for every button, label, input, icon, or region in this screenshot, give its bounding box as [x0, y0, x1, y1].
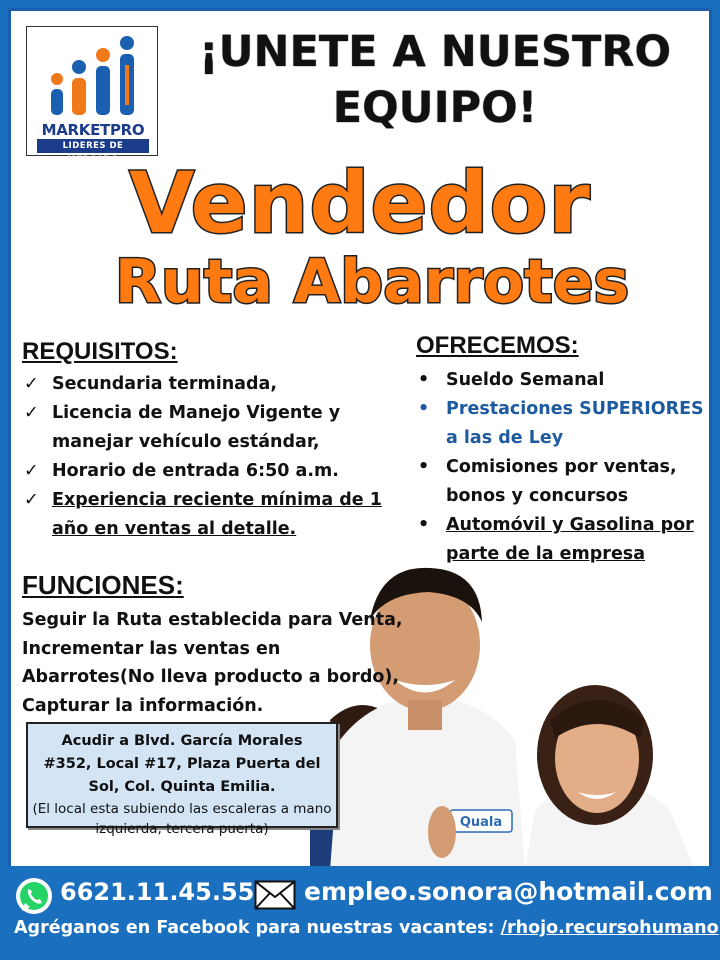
ofrecemos-item: • Comisiones por ventas, bonos y concursos	[416, 453, 706, 511]
facebook-link[interactable]: /rhojo.recursohumano	[500, 918, 719, 938]
headline	[170, 24, 700, 136]
bullet-icon: •	[418, 399, 430, 419]
whatsapp-icon	[14, 876, 54, 916]
check-icon: ✓	[24, 374, 39, 394]
logo-name: MARKETPRO	[41, 121, 145, 139]
facebook-prefix: Agréganos en Facebook para nuestras vacantes:	[14, 918, 495, 938]
bullet-icon: •	[418, 457, 430, 477]
check-icon: ✓	[24, 490, 39, 510]
contact-footer	[0, 866, 720, 960]
envelope-icon	[254, 880, 296, 910]
funciones-text: Seguir la Ruta establecida para Venta, Incrementar las ventas en Abarrotes(No lleva producto a bordo), Capturar la información.	[22, 610, 403, 716]
job-title	[20, 156, 700, 316]
requisito-item: ✓ Experiencia reciente mínima de 1 año en ventas al detalle.	[22, 486, 382, 544]
funciones-heading: FUNCIONES:	[22, 570, 184, 600]
ofrecemos-heading: OFRECEMOS:	[416, 332, 579, 359]
job-title-line-1: Vendedor	[129, 156, 591, 252]
logo-figures-icon	[43, 35, 143, 121]
requisitos-list	[22, 370, 382, 544]
facebook-line	[14, 918, 719, 938]
phone-number[interactable]: 6621.11.45.55	[60, 878, 255, 906]
check-icon: ✓	[24, 403, 39, 423]
headline-line-1: ¡UNETE A NUESTRO	[198, 27, 672, 77]
address-box	[26, 722, 338, 837]
ofrecemos-item: • Sueldo Semanal	[416, 366, 706, 395]
address-note: (El local esta subiendo las escaleras a mano izquierda, tercera puerta)	[32, 801, 332, 837]
headline-line-2: EQUIPO!	[332, 83, 538, 133]
address-main: Acudir a Blvd. García Morales #352, Local #17, Plaza Puerta del Sol, Col. Quinta Emilia.	[43, 733, 321, 795]
bullet-icon: •	[418, 515, 430, 535]
marketpro-logo	[26, 26, 158, 165]
quala-logo-text: Quala	[459, 815, 503, 830]
ofrecemos-item: • Automóvil y Gasolina por parte de la empresa	[416, 511, 706, 569]
job-title-line-2: Ruta Abarrotes	[114, 247, 630, 316]
requisito-item: ✓ Secundaria terminada,	[22, 370, 382, 399]
bullet-icon: •	[418, 370, 430, 390]
logo-tagline: LIDERES DE MERCADO	[37, 139, 149, 153]
quala-logo	[450, 810, 512, 832]
ofrecemos-list	[416, 366, 706, 569]
requisitos-heading: REQUISITOS:	[22, 338, 178, 365]
requisito-item: ✓ Horario de entrada 6:50 a.m.	[22, 457, 382, 486]
email-link[interactable]: empleo.sonora@hotmail.com	[304, 877, 713, 906]
check-icon: ✓	[24, 461, 39, 481]
ofrecemos-item: • Prestaciones SUPERIORES a las de Ley	[416, 395, 706, 453]
requisito-item: ✓ Licencia de Manejo Vigente y manejar vehículo estándar,	[22, 399, 382, 457]
